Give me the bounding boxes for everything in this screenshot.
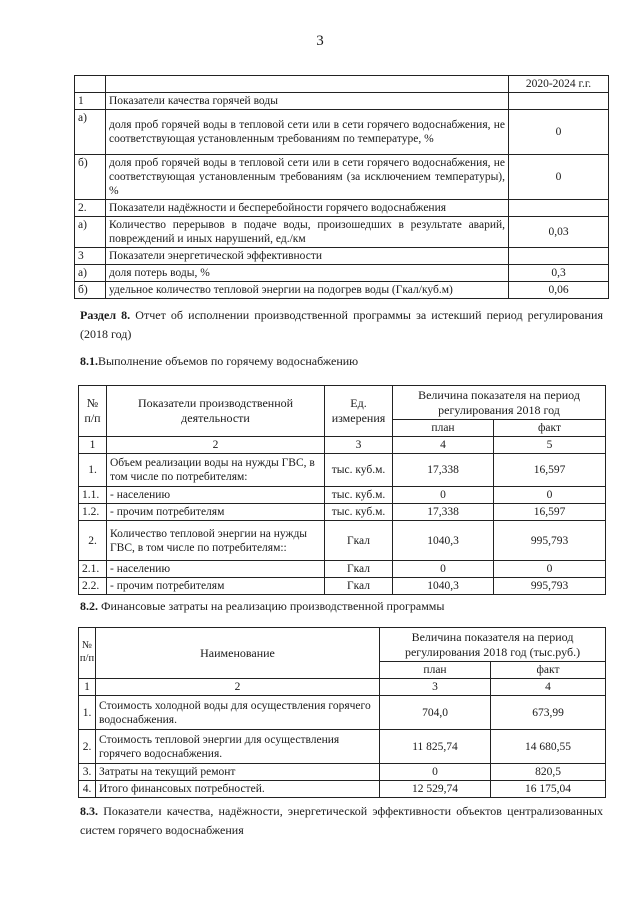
table-row: 2.1. - населению Гкал 0 0 <box>79 561 606 578</box>
section-8-1-heading <box>80 352 603 371</box>
table-row: 3 Показатели энергетической эффективности <box>75 248 609 265</box>
water-volume-table <box>78 385 606 595</box>
table-row: 1. Объем реализации воды на нужды ГВС, в том числе по потребителям: тыс. куб.м. 17,338 16,597 <box>79 454 606 487</box>
table-row: а) Количество перерывов в подаче воды, произошедших в результате аварий, повреждений и иных нарушений, ед./км 0,03 <box>75 217 609 248</box>
column-number-row: 1 2 3 4 <box>79 679 606 696</box>
table-row: а) доля проб горячей воды в тепловой сети или в сети горячего водоснабжения, не соответствующая установленным требованиям по температуре, % 0 <box>75 110 609 155</box>
col-header-period: Величина показателя на период регулирования 2018 год <box>393 386 606 420</box>
table-row: 2. Стоимость тепловой энергии для осуществления горячего водоснабжения. 11 825,74 14 680,55 <box>79 730 606 764</box>
indicators-table <box>74 75 609 299</box>
table-row: 1 Показатели качества горячей воды <box>75 93 609 110</box>
section-8-3-number: 8.3. <box>80 804 98 818</box>
section-8-label: Раздел 8. <box>80 308 131 322</box>
table-row: 1.2. - прочим потребителям тыс. куб.м. 17,338 16,597 <box>79 504 606 521</box>
col-header-number: № п/п <box>79 386 107 437</box>
col-header-plan: план <box>380 662 491 679</box>
col-header-fact: факт <box>491 662 606 679</box>
section-8-2-title: Финансовые затраты на реализацию производственной программы <box>98 599 445 613</box>
table-row: а) доля потерь воды, % 0,3 <box>75 265 609 282</box>
column-number-row: 1 2 3 4 5 <box>79 437 606 454</box>
section-8-heading <box>80 306 603 343</box>
col-header-number: № п/п <box>79 628 96 679</box>
table-row: 4. Итого финансовых потребностей. 12 529,74 16 175,04 <box>79 781 606 798</box>
table-row: 1.1. - населению тыс. куб.м. 0 0 <box>79 487 606 504</box>
table-row: 2. Количество тепловой энергии на нужды ГВС, в том числе по потребителям:: Гкал 1040,3 995,793 <box>79 521 606 561</box>
table-row: 2. Показатели надёжности и бесперебойности горячего водоснабжения <box>75 200 609 217</box>
table-row: б) доля проб горячей воды в тепловой сети или в сети горячего водоснабжения, не соответствующая установленным требованиям (за исключением температуры), % 0 <box>75 155 609 200</box>
table-header-row <box>75 76 609 93</box>
table-row: 1. Стоимость холодной воды для осуществления горячего водоснабжения. 704,0 673,99 <box>79 696 606 730</box>
col-header-period: Величина показателя на период регулирования 2018 год (тыс.руб.) <box>380 628 606 662</box>
section-8-2-heading <box>80 597 603 616</box>
table-row: 3. Затраты на текущий ремонт 0 820,5 <box>79 764 606 781</box>
section-8-1-number: 8.1. <box>80 354 98 368</box>
col-header-name: Наименование <box>96 628 380 679</box>
section-8-2-number: 8.2. <box>80 599 98 613</box>
financial-costs-table <box>78 627 606 798</box>
col-header-plan: план <box>393 420 494 437</box>
section-8-text: Отчет об исполнении производственной программы за истекший период регулирования (2018 год) <box>80 308 603 341</box>
section-8-1-title: Выполнение объемов по горячему водоснабжению <box>98 354 359 368</box>
period-header: 2020-2024 г.г. <box>509 76 609 93</box>
col-header-indicator: Показатели производственной деятельности <box>107 386 325 437</box>
table-row: б) удельное количество тепловой энергии на подогрев воды (Гкал/куб.м) 0,06 <box>75 282 609 299</box>
col-header-unit: Ед. измерения <box>325 386 393 437</box>
table-row: 2.2. - прочим потребителям Гкал 1040,3 995,793 <box>79 578 606 595</box>
col-header-fact: факт <box>494 420 606 437</box>
page-number: 3 <box>316 33 324 49</box>
section-8-3-heading <box>80 802 603 839</box>
section-8-3-text: Показатели качества, надёжности, энергетической эффективности объектов централизованных систем горячего водоснабжения <box>80 804 603 837</box>
